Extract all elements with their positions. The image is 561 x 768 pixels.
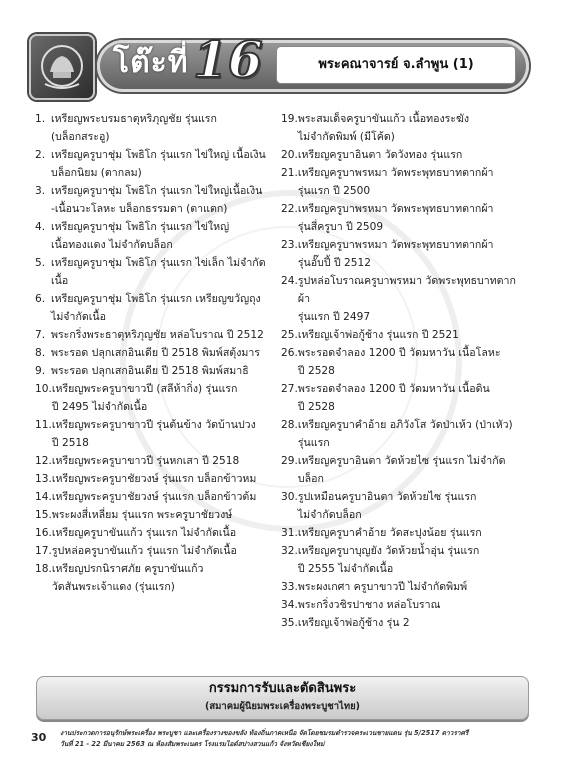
item-text: เหรียญพระครูบาชัยวงษ์ รุ่นแรก บล็อกข้าวต้ม — [51, 491, 257, 503]
item-text: พระผงเกศา ครูบาขาวปี ไม่จำกัดพิมพ์ — [297, 581, 468, 593]
item-text: เหรียญพระครูบาขาวปี (สลีห้ากิ่ง) รุ่นแรก ปี 2495 ไม่จำกัดเนื้อ — [51, 383, 238, 413]
list-item — [281, 236, 527, 272]
item-number: 32. — [281, 545, 298, 557]
page-number: 30 — [31, 731, 47, 744]
item-text: รูปหล่อโบราณครูบาพรหมา วัดพระพุทธบาทตากผ้า รุ่นแรก ปี 2497 — [297, 275, 516, 323]
list-item — [281, 596, 527, 614]
list-item — [35, 290, 271, 326]
item-number: 4. — [35, 221, 46, 233]
list-item — [35, 542, 271, 560]
item-text: พระสมเด็จครูบาขันแก้ว เนื้อทองระฆัง ไม่จำกัดพิมพ์ (มีโค้ด) — [297, 113, 470, 143]
item-text: เหรียญพระครูบาชัยวงษ์ รุ่นแรก บล็อกข้าวหม — [51, 473, 257, 485]
item-number: 6. — [35, 293, 46, 305]
item-text: เหรียญครูบาคำอ้าย วัดสะปุงน้อย รุ่นแรก — [297, 527, 482, 539]
item-number: 16. — [35, 527, 52, 539]
item-text: เหรียญครูบาพรหมา วัดพระพุทธบาทตากผ้า รุ่นแรก ปี 2500 — [297, 167, 494, 197]
list-item — [35, 344, 271, 362]
item-number: 24. — [281, 275, 298, 287]
item-number: 21. — [281, 167, 298, 179]
item-number: 2. — [35, 149, 46, 161]
list-item — [281, 542, 527, 578]
item-text: เหรียญเจ้าพ่อกู้ช้าง รุ่นแรก ปี 2521 — [297, 329, 459, 341]
list-item — [281, 326, 527, 344]
judges-title: กรรมการรับและตัดสินพระ — [208, 681, 357, 696]
item-text: เหรียญพระบรมธาตุหริภุญชัย รุ่นแรก (บล็อกสระอู) — [51, 113, 217, 143]
item-text: เหรียญปรกนิราศภัย ครูบาขันแก้ว วัดสันพระเจ้าแดง (รุ่นแรก) — [51, 563, 204, 593]
list-item — [35, 524, 271, 542]
list-item — [35, 146, 271, 182]
association-logo — [29, 34, 95, 100]
item-number: 30. — [281, 491, 298, 503]
item-number: 35. — [281, 617, 298, 629]
category-title: พระคณาจารย์ จ.ลำพูน (1) — [277, 47, 515, 83]
list-item — [35, 380, 271, 416]
list-item — [35, 506, 271, 524]
item-number: 5. — [35, 257, 46, 269]
list-item — [35, 362, 271, 380]
list-item — [281, 452, 527, 488]
list-item — [281, 146, 527, 164]
item-text: พระรอด ปลุกเสกอินเดีย ปี 2518 พิมพ์สมาธิ — [51, 365, 249, 377]
item-number: 12. — [35, 455, 52, 467]
item-number: 25. — [281, 329, 298, 341]
item-number: 28. — [281, 419, 298, 431]
item-number: 17. — [35, 545, 52, 557]
list-item — [281, 380, 527, 416]
item-number: 31. — [281, 527, 298, 539]
item-number: 11. — [35, 419, 52, 431]
item-number: 33. — [281, 581, 298, 593]
list-item — [35, 326, 271, 344]
item-text: เหรียญครูบาบุญยัง วัดห้วยน้ำอุ่น รุ่นแรก ปี 2555 ไม่จำกัดเนื้อ — [297, 545, 480, 575]
list-item — [281, 164, 527, 200]
item-text: เหรียญพระครูบาขาวปี รุ่นต้นข้าง วัดบ้านปวง ปี 2518 — [51, 419, 256, 449]
list-item — [35, 416, 271, 452]
list-item — [281, 524, 527, 542]
item-number: 8. — [35, 347, 46, 359]
item-number: 13. — [35, 473, 52, 485]
list-item — [35, 560, 271, 596]
list-item — [281, 578, 527, 596]
item-text: พระรอด ปลุกเสกอินเดีย ปี 2518 พิมพ์สตุ้งมาร — [51, 347, 260, 359]
item-number: 22. — [281, 203, 298, 215]
item-text: เหรียญครูบาชุ่ม โพธิโก รุ่นแรก ไข่ใหญ่เนื้อเงิน -เนื้อนวะโลหะ บล็อกธรรมดา (ตาแตก) — [51, 185, 263, 215]
item-number: 19. — [281, 113, 298, 125]
list-item — [35, 182, 271, 218]
list-item — [281, 416, 527, 452]
list-item — [281, 488, 527, 524]
item-text: พระรอดจำลอง 1200 ปี วัดมหาวัน เนื้อโลหะ ปี 2528 — [297, 347, 501, 377]
list-item — [35, 254, 271, 290]
item-number: 34. — [281, 599, 298, 611]
list-item — [281, 110, 527, 146]
list-item — [281, 344, 527, 380]
item-text: เหรียญครูบาคำอ้าย อภิวังโส วัดป่าเห้ว (ป่าเหัว) รุ่นแรก — [297, 419, 513, 449]
list-item — [281, 272, 527, 326]
item-text: เหรียญเจ้าพ่อกู้ช้าง รุ่น 2 — [297, 617, 410, 629]
item-number: 18. — [35, 563, 52, 575]
item-number: 23. — [281, 239, 298, 251]
item-text: เหรียญครูบาขันแก้ว รุ่นแรก ไม่จำกัดเนื้อ — [51, 527, 237, 539]
item-list-left — [35, 110, 271, 596]
item-text: เหรียญพระครูบาขาวปี รุ่นหกเสา ปี 2518 — [51, 455, 240, 467]
item-number: 3. — [35, 185, 46, 197]
item-text: เหรียญครูบาอินตา วัดห้วยไซ รุ่นแรก ไม่จำกัดบล็อก — [297, 455, 506, 485]
table-number: 16 — [193, 30, 263, 89]
item-text: เหรียญครูบาชุ่ม โพธิโก รุ่นแรก ไข่ใหญ่ เนื้อเงิน บล็อกนิยม (ตากลม) — [51, 149, 266, 179]
judges-box — [36, 676, 529, 720]
item-number: 29. — [281, 455, 298, 467]
page-header — [29, 30, 532, 100]
item-text: รูปหล่อครูบาขันแก้ว รุ่นแรก ไม่จำกัดเนื้อ — [51, 545, 237, 557]
item-number: 10. — [35, 383, 52, 395]
item-text: เหรียญครูบาอินตา วัดวังทอง รุ่นแรก — [297, 149, 463, 161]
item-text: เหรียญครูบาชุ่ม โพธิโก รุ่นแรก ไข่ใหญ่ เนื้อทองแดง ไม่จำกัดบล็อก — [51, 221, 230, 251]
judges-association: (สมาคมผู้นิยมพระเครื่องพระบูชาไทย) — [205, 701, 360, 712]
item-number: 14. — [35, 491, 52, 503]
item-text: เหรียญครูบาพรหมา วัดพระพุทธบาทตากผ้า รุ่นอั๊บปี้ ปี 2512 — [297, 239, 494, 269]
event-footnote: งานประกวดการอนุรักษ์พระเครื่อง พระบูชา และเครื่องรางของขลัง ท้องถิ่นภาคเหนือ จัดโดยชมรมตำรวจคระเวนชายแดน รุ่น 5/2517 ดาวราศรี วันที่ 21 - 22 มีนาคม 2563 ณ ห้องสัมพระเนตร โรงแรมไอด์สปางสวนแก้ว จังหวัดเชียงใหม่ — [60, 729, 469, 748]
item-number: 7. — [35, 329, 46, 341]
item-text: พระกริ่งพระธาตุหริภุญชัย หล่อโบราณ ปี 2512 — [51, 329, 264, 341]
list-item — [281, 200, 527, 236]
list-item — [35, 218, 271, 254]
list-item — [281, 614, 527, 632]
item-text: พระรอดจำลอง 1200 ปี วัดมหาวัน เนื้อดิน ปี 2528 — [297, 383, 490, 413]
item-text: เหรียญครูบาชุ่ม โพธิโก รุ่นแรก เหรียญขวัญถุง ไม่จำกัดเนื้อ — [51, 293, 261, 323]
list-item — [35, 110, 271, 146]
item-text: พระกริ่งวชิรปาชาง หล่อโบราณ — [297, 599, 441, 611]
list-item — [35, 452, 271, 470]
item-text: เหรียญครูบาชุ่ม โพธิโก รุ่นแรก ไข่เล็ก ไม่จำกัดเนื้อ — [51, 257, 266, 287]
item-number: 9. — [35, 365, 46, 377]
table-label: โต๊ะที่ — [113, 45, 189, 80]
item-text: เหรียญครูบาพรหมา วัดพระพุทธบาทตากผ้า รุ่นสี่ครูบา ปี 2509 — [297, 203, 494, 233]
item-text: รูปเหมือนครูบาอินตา วัดห้วยไซ รุ่นแรก ไม่จำกัดบล็อก — [297, 491, 477, 521]
item-number: 20. — [281, 149, 298, 161]
item-number: 27. — [281, 383, 298, 395]
item-number: 26. — [281, 347, 298, 359]
item-number: 1. — [35, 113, 46, 125]
list-item — [35, 488, 271, 506]
item-text: พระผงสี่เหลี่ยม รุ่นแรก พระครูบาชัยวงษ์ — [51, 509, 233, 521]
item-number: 15. — [35, 509, 52, 521]
list-item — [35, 470, 271, 488]
item-list-right — [281, 110, 527, 632]
